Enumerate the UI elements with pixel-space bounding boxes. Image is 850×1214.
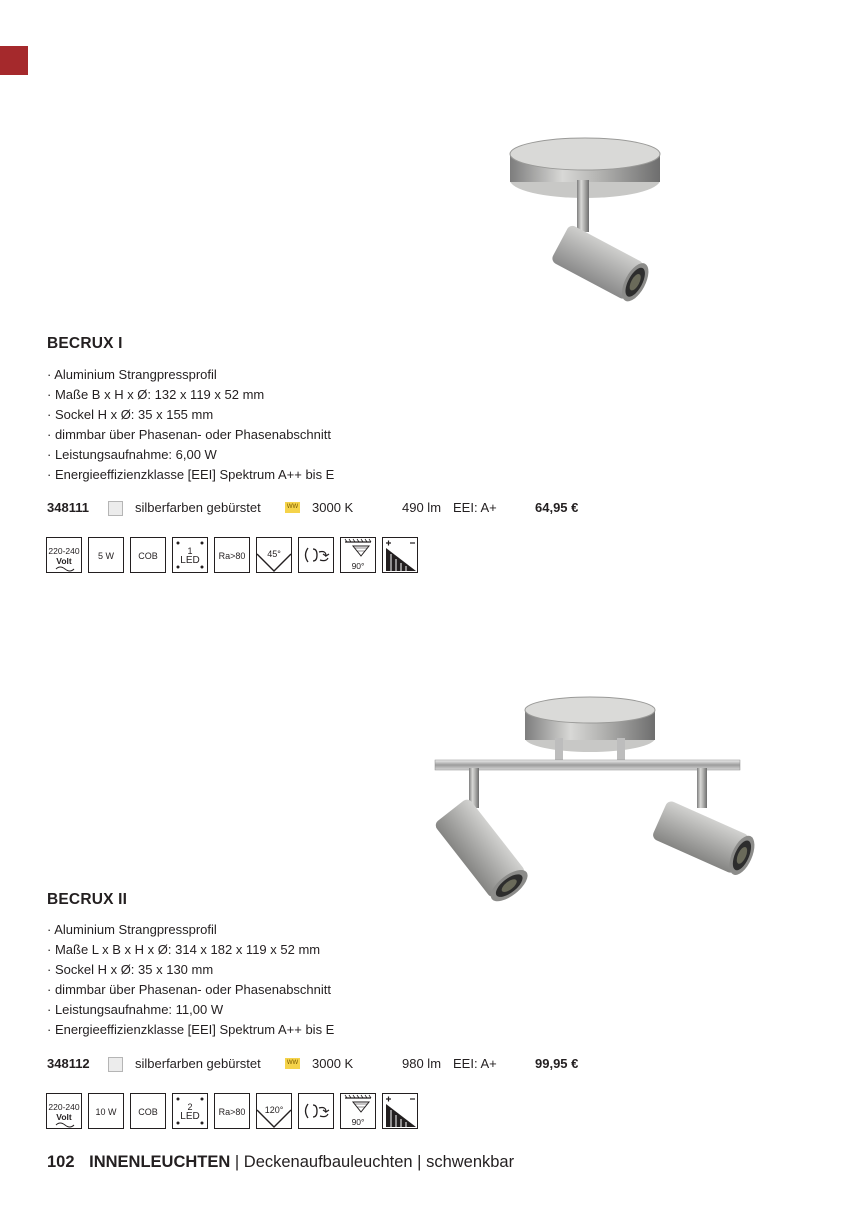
tilt-angle: 90° bbox=[351, 1117, 365, 1127]
feature-item: · Maße B x H x Ø: 132 x 119 x 52 mm bbox=[47, 385, 334, 405]
beam-angle-icon bbox=[256, 1093, 292, 1129]
wave-icon bbox=[47, 1121, 82, 1129]
feature-item: · Aluminium Strangpressprofil bbox=[47, 365, 334, 385]
beam-angle: 120° bbox=[264, 1105, 284, 1115]
voltage-range: 220-240 bbox=[48, 546, 80, 556]
dimmable-icon bbox=[382, 1093, 418, 1129]
voltage-icon bbox=[46, 537, 82, 573]
feature-item: · Sockel H x Ø: 35 x 155 mm bbox=[47, 405, 334, 425]
order-row bbox=[47, 1056, 607, 1074]
wattage-value: 10 W bbox=[95, 1107, 117, 1117]
led-label: LED bbox=[180, 555, 200, 566]
page-footer bbox=[47, 1153, 514, 1172]
voltage-unit: Volt bbox=[56, 1112, 72, 1122]
separator: | bbox=[417, 1153, 422, 1171]
voltage-icon bbox=[46, 1093, 82, 1129]
color-swatch bbox=[108, 1057, 123, 1072]
led-label: LED bbox=[180, 1111, 200, 1122]
product-title: BECRUX I bbox=[47, 335, 123, 352]
price: 99,95 € bbox=[535, 1056, 579, 1071]
wattage-icon bbox=[88, 1093, 124, 1129]
ra-value: Ra>80 bbox=[218, 551, 246, 561]
feature-item: · Aluminium Strangpressprofil bbox=[47, 920, 334, 940]
luminous-flux: 490 lm bbox=[402, 500, 442, 515]
separator: | bbox=[234, 1153, 240, 1171]
page-number: 102 bbox=[47, 1153, 75, 1171]
category-label: Deckenaufbauleuchten bbox=[243, 1153, 413, 1171]
beam-angle: 45° bbox=[267, 549, 281, 559]
energy-class: EEI: A+ bbox=[453, 500, 497, 515]
led-count: 1 bbox=[187, 546, 193, 556]
color-temperature: 3000 K bbox=[312, 500, 354, 515]
feature-item: · Energieeffizienzklasse [EEI] Spektrum A++ bis E bbox=[47, 1020, 334, 1040]
order-row bbox=[47, 500, 607, 518]
wattage-value: 5 W bbox=[97, 551, 114, 561]
dimmable-icon bbox=[382, 537, 418, 573]
color-swatch bbox=[108, 501, 123, 516]
product-image-becrux-2 bbox=[415, 690, 765, 910]
finish-label: silberfarben gebürstet bbox=[135, 500, 261, 515]
rotate-arrows-icon bbox=[299, 1094, 333, 1128]
led-count-icon bbox=[172, 537, 208, 573]
tilt-angle: 90° bbox=[351, 561, 365, 571]
feature-item: · Energieeffizienzklasse [EEI] Spektrum A++ bis E bbox=[47, 465, 334, 485]
price: 64,95 € bbox=[535, 500, 579, 515]
feature-item: · Maße L x B x H x Ø: 314 x 182 x 119 x 52 mm bbox=[47, 940, 334, 960]
wave-icon bbox=[47, 565, 82, 573]
dimmer-ramp-icon bbox=[383, 538, 417, 572]
article-number: 348111 bbox=[47, 500, 89, 515]
color-rendering-icon bbox=[214, 537, 250, 573]
feature-item: · Sockel H x Ø: 35 x 130 mm bbox=[47, 960, 334, 980]
voltage-unit: Volt bbox=[56, 556, 72, 566]
subcategory-label: schwenkbar bbox=[426, 1153, 515, 1171]
product-title: BECRUX II bbox=[47, 891, 128, 908]
feature-list bbox=[47, 920, 334, 1040]
spec-icon-row bbox=[46, 1093, 426, 1131]
tilt-angle-icon bbox=[340, 537, 376, 573]
warm-white-badge: WW bbox=[285, 502, 300, 513]
ra-value: Ra>80 bbox=[218, 1107, 246, 1117]
dimmer-ramp-icon bbox=[383, 1094, 417, 1128]
cob-icon bbox=[130, 1093, 166, 1129]
color-rendering-icon bbox=[214, 1093, 250, 1129]
cob-label: COB bbox=[138, 551, 158, 561]
corner-tab-marker bbox=[0, 46, 28, 75]
energy-class: EEI: A+ bbox=[453, 1056, 497, 1071]
warm-white-badge: WW bbox=[285, 1058, 300, 1069]
color-temperature: 3000 K bbox=[312, 1056, 354, 1071]
feature-item: · Leistungsaufnahme: 6,00 W bbox=[47, 445, 334, 465]
section-title: INNENLEUCHTEN bbox=[89, 1153, 231, 1171]
finish-label: silberfarben gebürstet bbox=[135, 1056, 261, 1071]
spec-icon-row bbox=[46, 537, 426, 575]
led-count-icon bbox=[172, 1093, 208, 1129]
tilt-angle-icon bbox=[340, 1093, 376, 1129]
beam-angle-icon bbox=[256, 537, 292, 573]
wattage-icon bbox=[88, 537, 124, 573]
cob-icon bbox=[130, 537, 166, 573]
feature-item: · Leistungsaufnahme: 11,00 W bbox=[47, 1000, 334, 1020]
led-count: 2 bbox=[187, 1102, 193, 1112]
product-image-becrux-1 bbox=[500, 132, 670, 317]
feature-item: · dimmbar über Phasenan- oder Phasenabschnitt bbox=[47, 980, 334, 1000]
feature-item: · dimmbar über Phasenan- oder Phasenabschnitt bbox=[47, 425, 334, 445]
feature-list bbox=[47, 365, 334, 485]
article-number: 348112 bbox=[47, 1056, 90, 1071]
luminous-flux: 980 lm bbox=[402, 1056, 442, 1071]
rotatable-icon bbox=[298, 1093, 334, 1129]
cob-label: COB bbox=[138, 1107, 158, 1117]
voltage-range: 220-240 bbox=[48, 1102, 80, 1112]
rotate-arrows-icon bbox=[299, 538, 333, 572]
rotatable-icon bbox=[298, 537, 334, 573]
